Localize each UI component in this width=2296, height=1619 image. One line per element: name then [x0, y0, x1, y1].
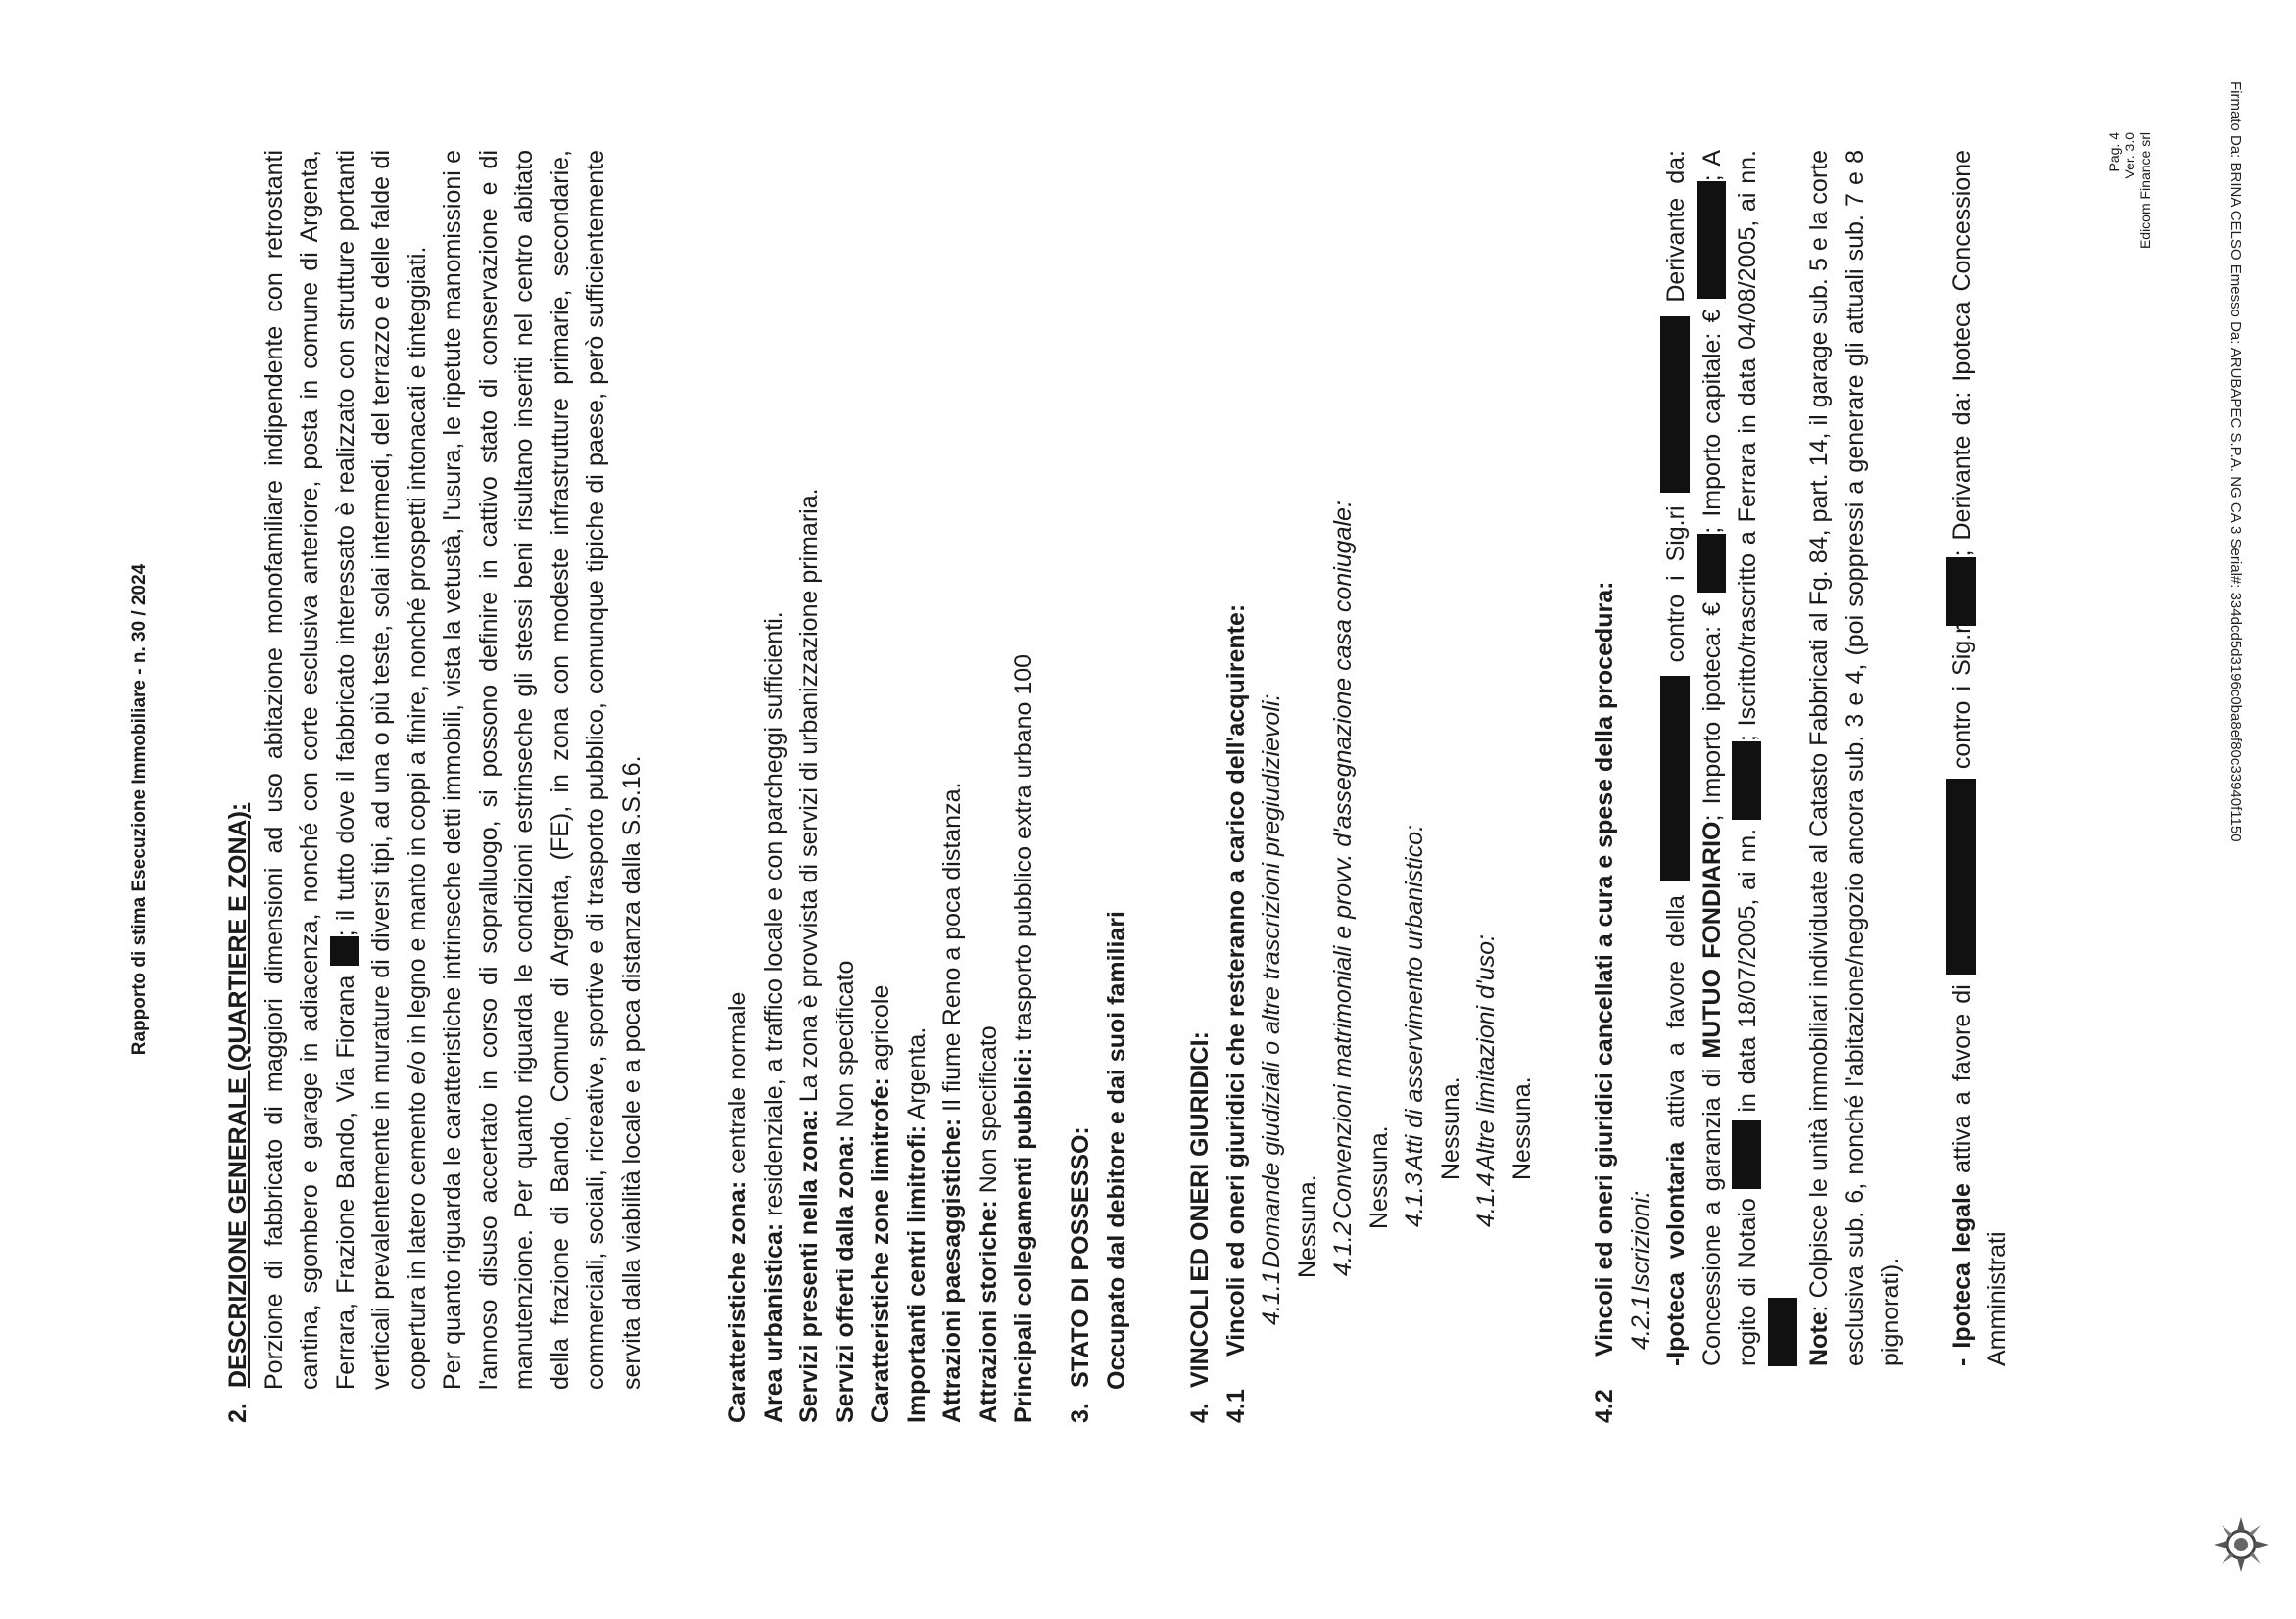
- page-footer: [2106, 132, 2153, 249]
- report-header-title: Rapporto di stima Esecuzione Immobiliare - n. 30 / 2024: [129, 563, 150, 1056]
- section-2-paragraph-1: [257, 150, 436, 1423]
- text-segment: ; Iscritto/trascritto a Ferrara in data 04/08/2005, ai nn.: [1734, 150, 1761, 742]
- text-segment: ; Importo ipoteca: €: [1698, 592, 1726, 822]
- text-segment: contro i Sig.ri: [1662, 492, 1690, 677]
- text-segment: attiva a favore della: [1662, 881, 1690, 1142]
- section-3-text: Occupato dal debitore e dai suoi familiari: [1102, 910, 1130, 1390]
- ipoteca-legale-label: - Ipoteca legale: [1947, 1183, 1976, 1366]
- section-4-1-title: Vincoli ed oneri giuridici che resteranno a carico dell'acquirente:: [1221, 603, 1250, 1357]
- zone-value: Non specificato: [831, 960, 859, 1135]
- section-3-heading: [1063, 150, 1099, 1423]
- section-4-1-heading: [1219, 150, 1255, 1423]
- version-label: Ver. 3.0: [2122, 132, 2137, 179]
- item-title: Altre limitazioni d'uso:: [1472, 934, 1500, 1170]
- item-number: 4.1.3: [1401, 1172, 1428, 1227]
- section-4-number: 4.: [1186, 1403, 1214, 1423]
- zone-label: Principali collegamenti pubblici:: [1010, 1047, 1037, 1423]
- zone-row: [791, 150, 828, 1423]
- zone-value: Il fiume Reno a poca distanza.: [938, 782, 966, 1119]
- redaction-block: [1946, 779, 1976, 975]
- item-title: Domande giudiziali o altre trascrizioni pregiudizievoli:: [1258, 693, 1285, 1268]
- item-4-1-2: [1325, 150, 1397, 1325]
- ipoteca-volontaria-label: -Ipoteca volontaria: [1662, 1141, 1690, 1366]
- item-value: Nessuna.: [1507, 1076, 1536, 1180]
- section-4-2-1-heading: [1623, 150, 1659, 1423]
- redaction-block: [1768, 1298, 1797, 1366]
- section-4-2-1-number: 4.2.1: [1626, 1295, 1654, 1350]
- zone-row: [756, 150, 792, 1423]
- zone-label: Attrazioni paesaggistiche:: [938, 1118, 966, 1423]
- digital-signature-text: Firmato Da: BRINA CELSO Emesso Da: ARUBAPEC S.P.A. NG CA 3 Serial#: 334dcd5d3196c0ba8ef80c33940f1150: [2227, 81, 2244, 842]
- text-segment: in data 18/07/2005, ai nn.: [1734, 820, 1761, 1121]
- section-2: [220, 150, 649, 1423]
- zone-row: [1006, 150, 1042, 1423]
- item-number: 4.1.2: [1329, 1221, 1357, 1276]
- section-4-title: VINCOLI ED ONERI GIURIDICI:: [1186, 1031, 1214, 1388]
- redaction-block: [1697, 534, 1726, 593]
- paragraph-1-text-cont: ; il tutto dove il fabbricato interessato è realizzato con strutture portanti verticali prevalentemente in murature di diversi tipi, ad una o più teste, solai intermedi, del terrazzo e delle falde di copertura in latero cemento e/o in legno e manto in coppi a finire, nonché prospetti intonacati e tinteggiati.: [331, 150, 431, 1390]
- section-4: [1182, 150, 1540, 1423]
- item-value: Nessuna.: [1364, 1125, 1393, 1229]
- zone-label: Servizi offerti dalla zona:: [831, 1134, 859, 1423]
- section-2-title: DESCRIZIONE GENERALE (QUARTIERE E ZONA):: [224, 802, 252, 1388]
- section-2-paragraph-2: Per quanto riguarda le caratteristiche intrinseche detti immobili, vista la vetustà, l'usura, le ripetute manomissioni e l'annoso disuso accertato in corso di sopralluogo, si possono definire in cattivo stato di conservazione e di manutenzione. Per quanto riguarda le condizioni estrinseche gli stessi beni risultano inseriti nel centro abitato della frazione di Bando, Comune di Argenta, (FE), in zona con modeste infrastrutture primarie, secondarie, commerciali, sociali, ricreative, sportive e di trasporto pubblico, comunque tipiche di paese, però sufficientemente servita dalla viabilità locale e a poca distanza dalla S.S.16.: [439, 150, 646, 1390]
- page-number: Pag. 4: [2106, 132, 2122, 172]
- zone-row: [934, 150, 971, 1423]
- zone-label: Servizi presenti nella zona:: [795, 1109, 823, 1423]
- text-segment: Derivante da: Concessione a garanzia di: [1662, 150, 1726, 1366]
- section-4-heading: [1182, 150, 1219, 1423]
- zone-label: Caratteristiche zona:: [724, 1180, 751, 1423]
- zone-value: Non specificato: [974, 1025, 1002, 1201]
- section-4-2-heading: [1587, 150, 1623, 1423]
- item-value: Nessuna.: [1293, 1174, 1321, 1278]
- item-title: Convenzioni matrimoniali e provv. d'assegnazione casa coniugale:: [1329, 500, 1357, 1219]
- section-2-number: 2.: [224, 1403, 252, 1423]
- section-3-number: 3.: [1067, 1403, 1094, 1423]
- mutuo-fondiario-label: MUTUO FONDIARIO: [1698, 821, 1726, 1059]
- section-4-1-items: [1254, 150, 1540, 1423]
- zone-row: [720, 150, 756, 1423]
- item-number: 4.1.4: [1472, 1172, 1500, 1227]
- zone-value: La zona è provvista di servizi di urbanizzazione primaria.: [795, 488, 823, 1110]
- section-4-2-title: Vincoli ed oneri giuridici cancellati a cura e spese della procedura:: [1591, 581, 1618, 1357]
- redaction-block: [1660, 676, 1690, 881]
- item-4-1-3: [1397, 150, 1468, 1325]
- section-2-heading: [220, 150, 257, 1423]
- redaction-block: [1732, 1120, 1761, 1189]
- item-4-1-4: [1468, 150, 1540, 1325]
- redaction-block: [1946, 557, 1976, 626]
- zone-label: Importanti centri limitrofi:: [902, 1124, 931, 1423]
- zone-row: [863, 150, 899, 1423]
- item-number: 4.1.1: [1258, 1270, 1285, 1325]
- section-3: [1063, 150, 1134, 1423]
- note-text: : Colpisce le unità immobiliari individuate al Catasto Fabbricati al Fg. 84, part. 14, il garage sub. 5 e la corte esclusiva sub. 6, nonché l'abitazione/negozio ancora sub. 3 e 4, (poi soppressi a generare gli attuali sub. 7 e 8 pignorati).: [1805, 150, 1904, 1366]
- zone-value: residenziale, a traffico locale e con parcheggi sufficienti.: [759, 611, 788, 1223]
- redaction-block: [1660, 316, 1690, 493]
- section-4-2-1-title: Iscrizioni:: [1626, 1190, 1654, 1293]
- zone-characteristics: [720, 150, 1042, 1423]
- signature-seal-icon: [2206, 1509, 2276, 1580]
- text-segment: ; Importo capitale: €: [1698, 299, 1726, 534]
- zone-row: [971, 150, 1007, 1423]
- text-segment: contro i Sig.r: [1947, 625, 1976, 780]
- zone-label: Attrazioni storiche:: [974, 1200, 1002, 1423]
- section-3-title: STATO DI POSSESSO:: [1067, 1126, 1094, 1388]
- zone-value: Argenta.: [902, 1026, 931, 1125]
- text-segment: ; Derivante da: Ipoteca Concessione Amministrati: [1947, 150, 2011, 1366]
- ipoteca-volontaria-paragraph: [1658, 150, 1909, 1423]
- zone-row: [828, 150, 864, 1423]
- redaction-block: [1697, 181, 1726, 299]
- redaction-block: [330, 936, 359, 966]
- item-value: Nessuna.: [1436, 1076, 1464, 1180]
- section-4-1-number: 4.1: [1221, 1389, 1250, 1423]
- section-4-2-number: 4.2: [1591, 1389, 1618, 1423]
- ipoteca-legale-paragraph: [1944, 150, 2016, 1423]
- zone-row: [899, 150, 935, 1423]
- zone-value: trasporto pubblico extra urbano 100: [1010, 653, 1037, 1048]
- zone-value: agricole: [867, 984, 894, 1078]
- zone-label: Caratteristiche zone limitrofe:: [867, 1077, 894, 1423]
- paragraph-1-text: Porzione di fabbricato di maggiori dimensioni ad uso abitazione monofamiliare indipendente con retrostanti cantina, sgombero e garage in adiacenza, nonché con corte esclusiva anteriore, posta in comune di Argenta, Ferrara, Frazione Bando, Via Fiorana: [260, 150, 359, 1390]
- text-segment: ; A rogito di Notaio: [1698, 150, 1761, 1366]
- section-4-2: [1587, 150, 2016, 1423]
- item-4-1-1: [1254, 150, 1325, 1325]
- zone-label: Area urbanistica:: [759, 1222, 788, 1423]
- redaction-block: [1732, 741, 1761, 820]
- item-title: Atti di asservimento urbanistico:: [1401, 825, 1428, 1170]
- zone-value: centrale normale: [724, 991, 751, 1181]
- note-label: Note: [1805, 1311, 1833, 1366]
- company-name: Edicom Finance srl: [2137, 132, 2153, 250]
- text-segment: attiva a favore di: [1947, 975, 1976, 1184]
